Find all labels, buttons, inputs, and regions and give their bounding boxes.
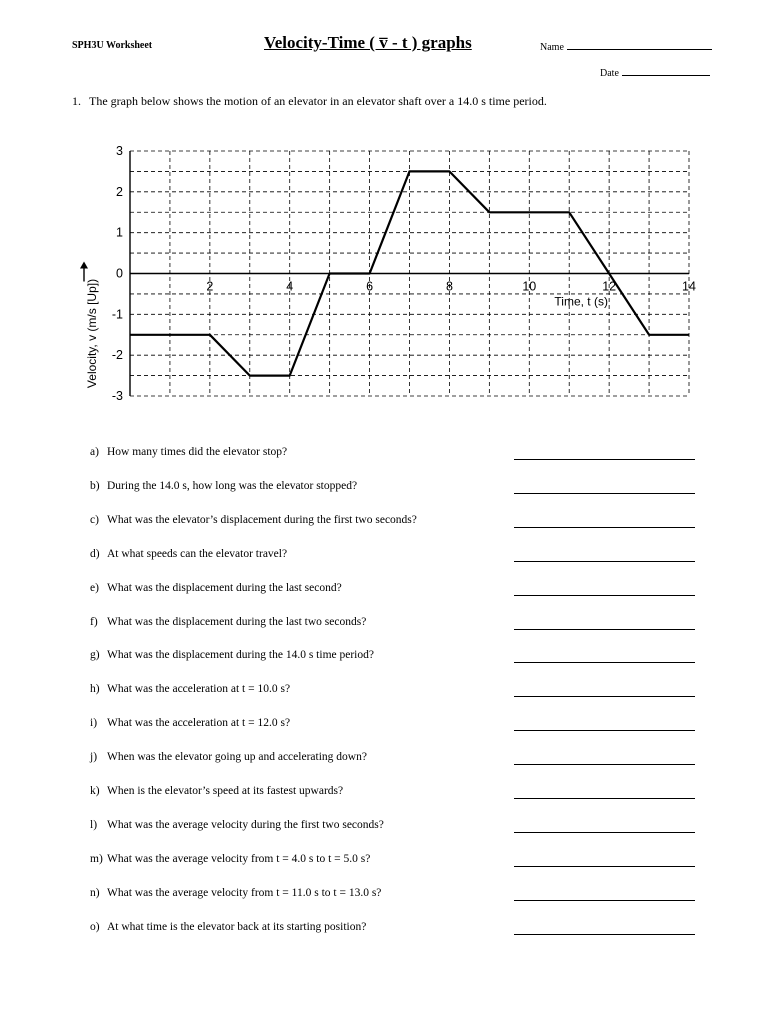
- answer-line[interactable]: [514, 629, 695, 630]
- answer-line[interactable]: [514, 595, 695, 596]
- question-item: [90, 582, 342, 594]
- answer-line[interactable]: [514, 764, 695, 765]
- name-field: [540, 40, 712, 53]
- question-item: [90, 480, 357, 492]
- question-label: d): [90, 547, 100, 560]
- question-label: l): [90, 818, 98, 831]
- y-tick-label: 1: [116, 225, 123, 240]
- question-item: [90, 887, 381, 899]
- answer-line[interactable]: [514, 730, 695, 731]
- answer-line[interactable]: [514, 934, 695, 935]
- question-text: What was the displacement during the last two seconds?: [107, 615, 367, 628]
- x-axis-label: Time, t (s): [554, 294, 608, 309]
- question-text: During the 14.0 s, how long was the elevator stopped?: [107, 479, 358, 492]
- question-item: [90, 853, 370, 865]
- answer-line[interactable]: [514, 832, 695, 833]
- y-tick-label: 2: [116, 184, 123, 199]
- answer-line[interactable]: [514, 662, 695, 663]
- y-tick-label: -3: [111, 389, 123, 403]
- question-text: What was the average velocity during the first two seconds?: [107, 818, 384, 831]
- answer-line[interactable]: [514, 561, 695, 562]
- y-axis-arrow-icon: [80, 262, 88, 269]
- velocity-time-chart: [70, 138, 710, 413]
- question-text: What was the acceleration at t = 10.0 s?: [107, 683, 291, 696]
- question-text: What was the displacement during the 14.0 s time period?: [107, 649, 374, 662]
- x-tick-label: 14: [682, 279, 696, 294]
- question-label: o): [90, 920, 100, 933]
- answer-line[interactable]: [514, 798, 695, 799]
- answer-line[interactable]: [514, 527, 695, 528]
- answer-line[interactable]: [514, 459, 695, 460]
- question-text: What was the acceleration at t = 12.0 s?: [107, 717, 291, 730]
- question-text: What was the average velocity from t = 11.0 s to t = 13.0 s?: [107, 886, 382, 899]
- answer-line[interactable]: [514, 900, 695, 901]
- question-text: What was the elevator’s displacement during the first two seconds?: [107, 513, 417, 526]
- y-tick-label: -1: [111, 307, 123, 322]
- worksheet-title: Velocity-Time ( v̅ - t ) graphs: [264, 33, 472, 52]
- question-intro: [72, 94, 547, 109]
- question-label: h): [90, 683, 100, 696]
- question-text: When was the elevator going up and accelerating down?: [107, 751, 367, 764]
- question-text: What was the displacement during the last second?: [107, 581, 342, 594]
- question-item: [90, 548, 287, 560]
- question-label: a): [90, 446, 99, 458]
- question-label: e): [90, 581, 99, 594]
- question-text: At what time is the elevator back at its starting position?: [107, 920, 367, 933]
- y-tick-label: 3: [116, 144, 123, 158]
- y-axis-label: Velocity, v (m/s [Up]): [85, 278, 99, 389]
- question-label: m): [90, 852, 103, 865]
- name-label: Name: [540, 42, 564, 53]
- name-blank: [567, 40, 712, 50]
- answer-line[interactable]: [514, 493, 695, 494]
- y-tick-label: 0: [116, 266, 123, 281]
- date-field: [600, 66, 710, 79]
- question-text: What was the average velocity from t = 4.0 s to t = 5.0 s?: [107, 852, 371, 865]
- x-tick-label: 2: [206, 279, 214, 294]
- question-label: f): [90, 615, 98, 628]
- question-item: [90, 649, 374, 661]
- x-tick-label: 4: [286, 279, 294, 294]
- question-text: The graph below shows the motion of an elevator in an elevator shaft over a 14.0 s time period.: [89, 94, 547, 108]
- question-item: [90, 446, 287, 458]
- question-label: j): [90, 751, 98, 764]
- question-number: 1.: [72, 94, 81, 108]
- x-tick-label: 8: [445, 279, 453, 294]
- y-tick-label: -2: [111, 348, 123, 363]
- question-text: How many times did the elevator stop?: [107, 446, 288, 458]
- question-label: k): [90, 785, 100, 797]
- date-label: Date: [600, 68, 619, 79]
- answer-line[interactable]: [514, 696, 695, 697]
- date-blank: [622, 66, 710, 76]
- question-item: [90, 819, 384, 831]
- question-item: [90, 751, 367, 763]
- x-tick-label: 6: [366, 279, 374, 294]
- answer-line[interactable]: [514, 866, 695, 867]
- question-label: c): [90, 513, 99, 526]
- question-text: When is the elevator’s speed at its fastest upwards?: [107, 785, 344, 797]
- question-label: b): [90, 479, 100, 492]
- question-item: [90, 683, 290, 695]
- question-item: [90, 921, 366, 933]
- question-label: g): [90, 649, 100, 662]
- x-tick-label: 10: [522, 279, 537, 294]
- question-label: n): [90, 886, 100, 899]
- question-item: [90, 514, 417, 526]
- question-item: [90, 785, 343, 797]
- question-item: [90, 616, 366, 628]
- x-tick-label: 12: [602, 279, 617, 294]
- course-label: SPH3U Worksheet: [72, 40, 153, 51]
- question-item: [90, 717, 290, 729]
- question-label: i): [90, 717, 98, 730]
- question-text: At what speeds can the elevator travel?: [107, 547, 288, 560]
